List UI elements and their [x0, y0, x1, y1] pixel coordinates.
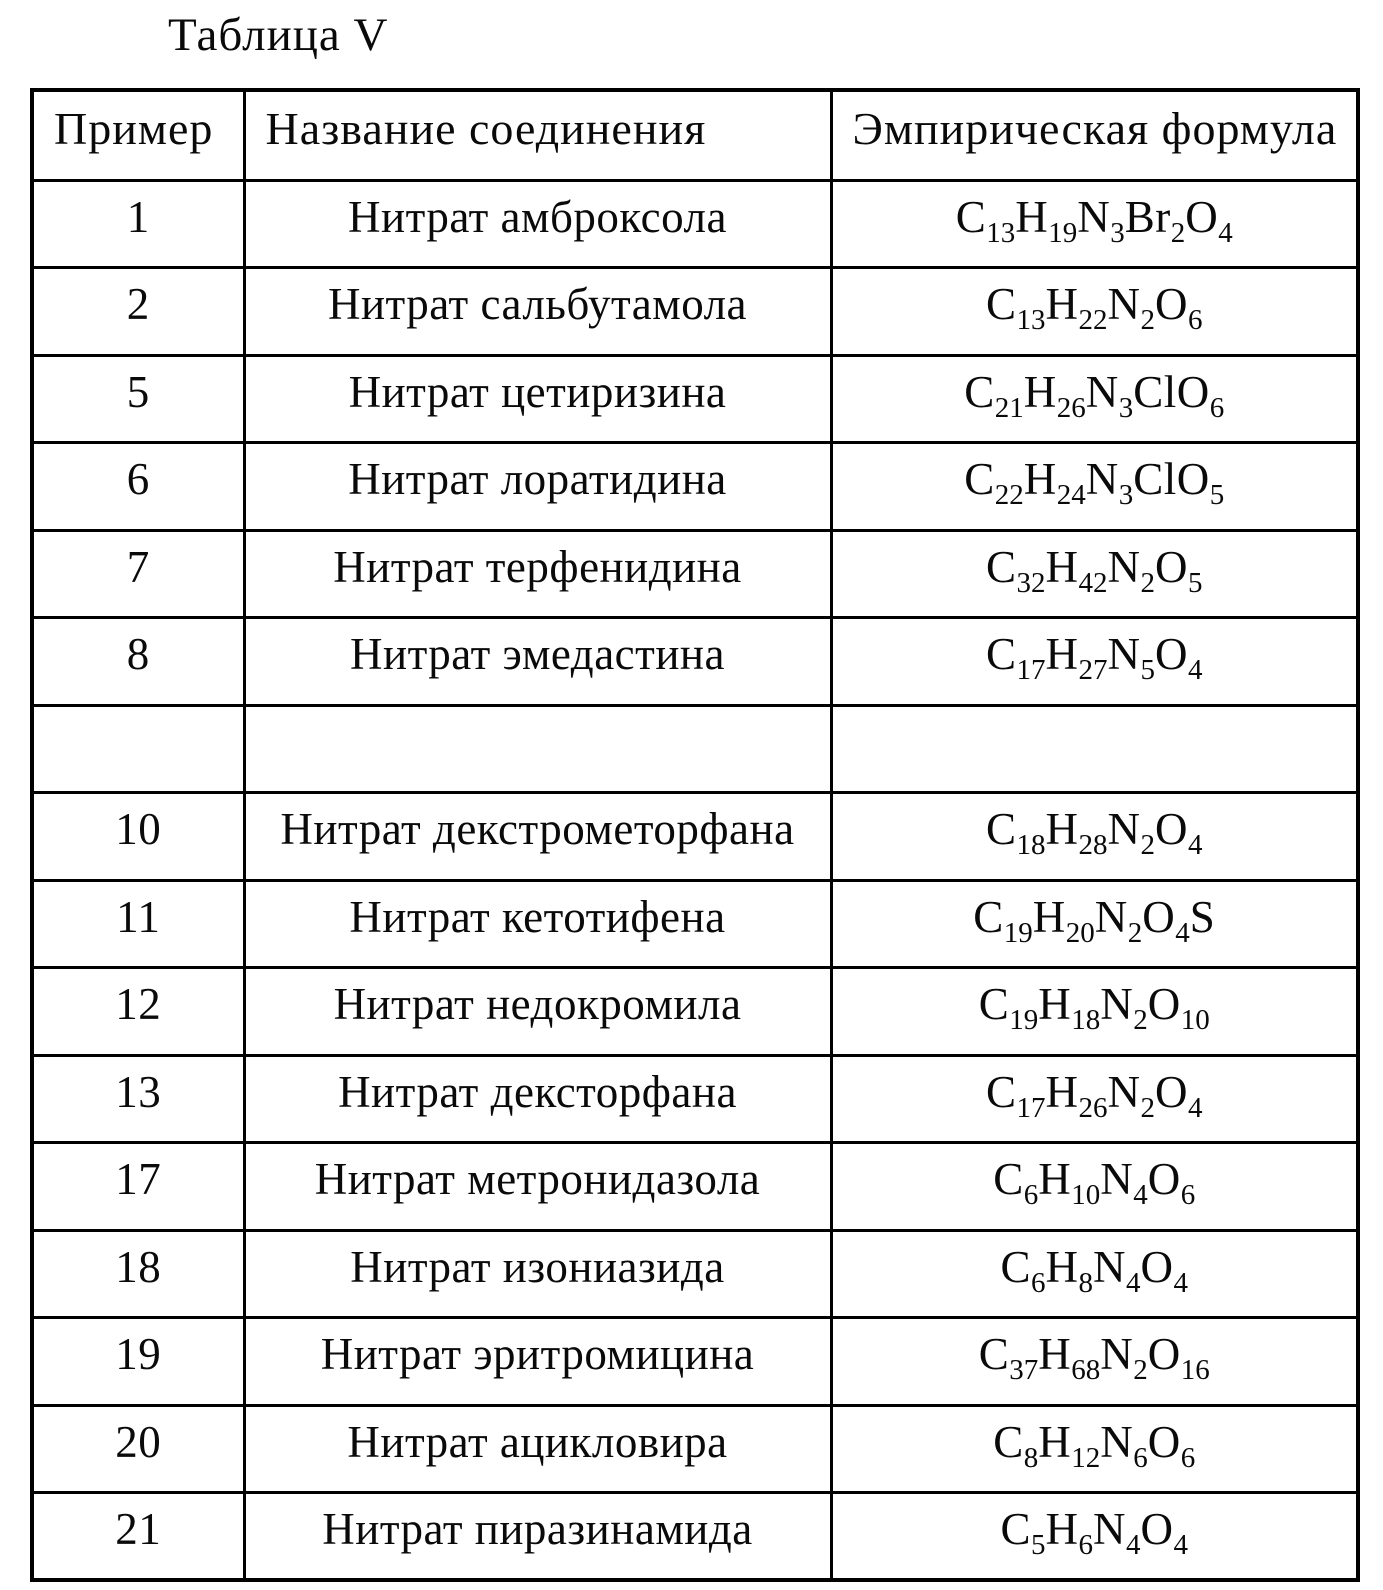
header-row — [32, 90, 1358, 180]
compound-row — [32, 618, 1358, 706]
formula-cell: $C_{17}H_{26}N_2O_4$ — [831, 1055, 1358, 1143]
formula-cell: $C_{18}H_{28}N_2O_4$ — [831, 793, 1358, 881]
header-example: Пример — [32, 90, 244, 180]
formula-cell: $C_{32}H_{42}N_2O_5$ — [831, 530, 1358, 618]
compound-name-cell: Нитрат недокромила — [244, 968, 831, 1056]
formula-cell: $C_{13}H_{19}N_3Br_2O_4$ — [831, 180, 1358, 268]
example-number-cell: 10 — [32, 793, 244, 881]
example-number-cell: 8 — [32, 618, 244, 706]
formula-cell: $C_5H_6N_4O_4$ — [831, 1493, 1358, 1581]
compound-row — [32, 1493, 1358, 1581]
formula-cell: $C_8H_{12}N_6O_6$ — [831, 1405, 1358, 1493]
example-number-cell: 19 — [32, 1318, 244, 1406]
compound-name-cell: Нитрат эритромицина — [244, 1318, 831, 1406]
compound-row — [32, 880, 1358, 968]
formula-cell: $C_{19}H_{20}N_2O_4S$ — [831, 880, 1358, 968]
example-number-cell: 1 — [32, 180, 244, 268]
compound-row — [32, 1055, 1358, 1143]
example-number-cell: 2 — [32, 268, 244, 356]
compound-row — [32, 268, 1358, 356]
compound-name-cell: Нитрат декстрометорфана — [244, 793, 831, 881]
example-number-cell: 11 — [32, 880, 244, 968]
example-number-cell: 17 — [32, 1143, 244, 1231]
compound-name-cell: Нитрат пиразинамида — [244, 1493, 831, 1581]
formula-cell: $C_{37}H_{68}N_2O_{16}$ — [831, 1318, 1358, 1406]
compound-name-cell: Нитрат кетотифена — [244, 880, 831, 968]
compound-row — [32, 1143, 1358, 1231]
table-caption: Таблица V — [168, 9, 389, 61]
formula-cell: $C_{13}H_{22}N_2O_6$ — [831, 268, 1358, 356]
compound-row — [32, 1230, 1358, 1318]
compound-name-cell: Нитрат амброксола — [244, 180, 831, 268]
header-compound-name: Название соединения — [244, 90, 831, 180]
example-number-cell: 12 — [32, 968, 244, 1056]
example-number-cell: 20 — [32, 1405, 244, 1493]
empty-row — [32, 705, 1358, 793]
example-number-cell: 7 — [32, 530, 244, 618]
formula-cell: $C_6H_8N_4O_4$ — [831, 1230, 1358, 1318]
compound-name-cell: Нитрат ацикловира — [244, 1405, 831, 1493]
compound-name-cell: Нитрат дексторфана — [244, 1055, 831, 1143]
compound-row — [32, 443, 1358, 531]
example-number-cell: 5 — [32, 355, 244, 443]
formula-cell: $C_{21}H_{26}N_3ClO_6$ — [831, 355, 1358, 443]
compound-name-cell: Нитрат изониазида — [244, 1230, 831, 1318]
compound-name-cell: Нитрат сальбутамола — [244, 268, 831, 356]
compound-name-cell: Нитрат эмедастина — [244, 618, 831, 706]
example-number-cell: 21 — [32, 1493, 244, 1581]
compound-name-cell — [244, 705, 831, 793]
example-number-cell: 6 — [32, 443, 244, 531]
formula-cell: $C_{19}H_{18}N_2O_{10}$ — [831, 968, 1358, 1056]
compound-row — [32, 793, 1358, 881]
compound-name-cell: Нитрат цетиризина — [244, 355, 831, 443]
compound-name-cell: Нитрат метронидазола — [244, 1143, 831, 1231]
formula-cell: $C_6H_{10}N_4O_6$ — [831, 1143, 1358, 1231]
header-empirical-formula: Эмпирическая формула — [831, 90, 1358, 180]
compound-row — [32, 968, 1358, 1056]
compound-row — [32, 1405, 1358, 1493]
table-body — [32, 180, 1358, 1580]
compounds-table — [30, 88, 1360, 1582]
formula-cell: $C_{22}H_{24}N_3ClO_5$ — [831, 443, 1358, 531]
compound-row — [32, 180, 1358, 268]
example-number-cell — [32, 705, 244, 793]
compound-name-cell: Нитрат лоратидина — [244, 443, 831, 531]
compound-row — [32, 1318, 1358, 1406]
table-header — [32, 90, 1358, 180]
compound-row — [32, 530, 1358, 618]
example-number-cell: 18 — [32, 1230, 244, 1318]
formula-cell — [831, 705, 1358, 793]
compound-row — [32, 355, 1358, 443]
formula-cell: $C_{17}H_{27}N_5O_4$ — [831, 618, 1358, 706]
compound-name-cell: Нитрат терфенидина — [244, 530, 831, 618]
example-number-cell: 13 — [32, 1055, 244, 1143]
